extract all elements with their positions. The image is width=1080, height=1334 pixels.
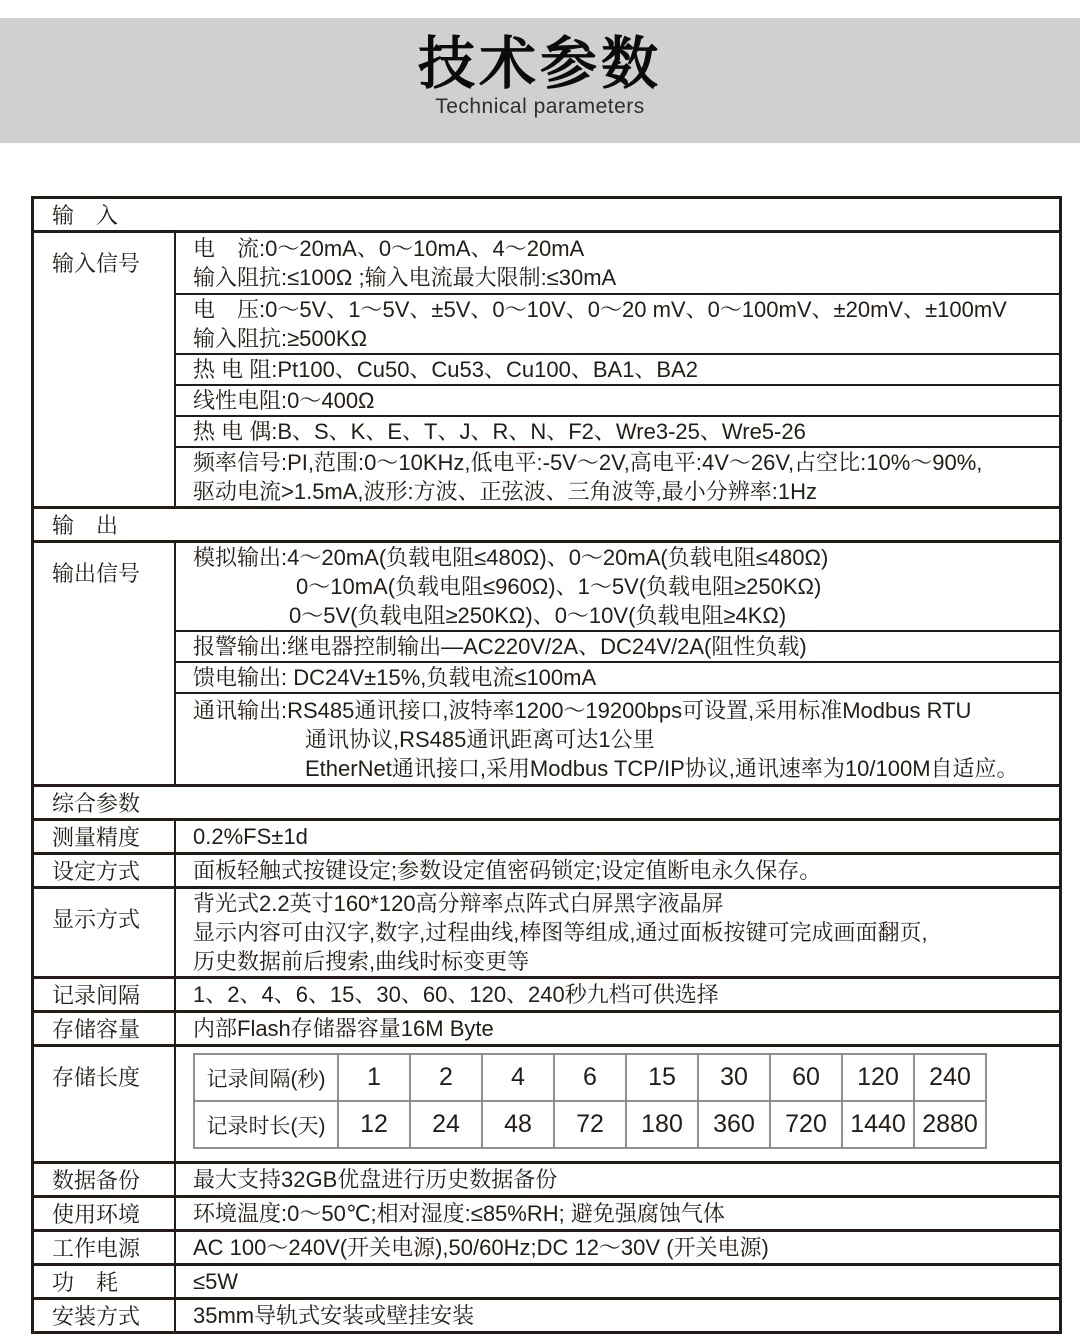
sub-row-alarm-output: [176, 630, 1059, 661]
spec-line: 热 电 阻:Pt100、Cu50、Cu53、Cu100、BA1、BA2: [193, 357, 699, 382]
spec-line: 背光式2.2英寸160*120高分辩率点阵式白屏黑字液晶屏: [193, 891, 724, 916]
row-value-mounting: [174, 1300, 1059, 1331]
spec-line: 通讯协议,RS485通讯距离可达1公里: [305, 726, 655, 752]
row-label-input-signal: 输入信号: [52, 251, 141, 276]
storage-table-cell: 15: [625, 1055, 697, 1100]
row-value-power-consumption: [174, 1266, 1059, 1297]
spec-line: AC 100～240V(开关电源),50/60Hz;DC 12～30V (开关电源): [193, 1235, 769, 1260]
spec-line: 环境温度:0～50℃;相对湿度:≤85%RH; 避免强腐蚀气体: [193, 1201, 725, 1226]
row-label-storage-length: 存储长度: [52, 1065, 141, 1090]
sub-row-frequency: [176, 446, 1059, 506]
row-setting: [34, 852, 1059, 886]
row-label-setting: 设定方式: [52, 859, 141, 884]
spec-line: 驱动电流>1.5mA,波形:方波、正弦波、三角波等,最小分辨率:1Hz: [193, 479, 818, 504]
row-label-power-supply: 工作电源: [52, 1236, 141, 1261]
row-label-environment: 使用环境: [52, 1202, 141, 1227]
spec-line: 频率信号:PI,范围:0～10KHz,低电平:-5V～2V,高电平:4V～26V,占空比:10%～90%,: [193, 450, 983, 475]
storage-table-cell: 1: [337, 1055, 409, 1100]
row-data-backup: [34, 1161, 1059, 1195]
section-title-output: 输 出: [52, 513, 119, 538]
sub-row-current: [176, 233, 1059, 293]
spec-line: 面板轻触式按键设定;参数设定值密码锁定;设定值断电永久保存。: [193, 858, 822, 883]
spec-line: 0.2%FS±1d: [193, 824, 308, 849]
spec-line: 电 流:0～20mA、0～10mA、4～20mA: [193, 236, 585, 261]
storage-table-cell: 2: [409, 1055, 481, 1100]
input-signal-content: [174, 233, 1059, 506]
sub-row-linear-resistance: [176, 384, 1059, 415]
storage-table-cell: 2880: [913, 1100, 985, 1147]
spec-line: 报警输出:继电器控制输出—AC220V/2A、DC24V/2A(阻性负载): [193, 634, 807, 659]
sub-row-voltage: [176, 293, 1059, 353]
row-value-display: [174, 889, 1059, 976]
row-value-environment: [174, 1198, 1059, 1229]
row-output-signal: [34, 540, 1059, 784]
row-value-storage-capacity: [174, 1013, 1059, 1044]
spec-line: EtherNet通讯接口,采用Modbus TCP/IP协议,通讯速率为10/100M自适应。: [305, 755, 1019, 781]
spec-line: 最大支持32GB优盘进行历史数据备份: [193, 1167, 558, 1192]
sub-row-comm-output: [176, 692, 1059, 784]
row-label-mounting: 安装方式: [52, 1304, 141, 1329]
storage-table-header-cell: 记录间隔(秒): [206, 1067, 326, 1091]
spec-line: 热 电 偶:B、S、K、E、T、J、R、N、F2、Wre3-25、Wre5-26: [193, 419, 806, 444]
section-title-general: 综合参数: [52, 791, 141, 816]
storage-table-cell: 72: [553, 1100, 625, 1147]
spec-line: 内部Flash存储器容量16M Byte: [193, 1016, 494, 1041]
sub-row-thermocouple: [176, 415, 1059, 446]
row-power-supply: [34, 1229, 1059, 1263]
storage-length-table: [193, 1053, 987, 1149]
sub-row-analog-output: [176, 543, 1059, 630]
storage-table-cell: 240: [913, 1055, 985, 1100]
section-row-general: [34, 784, 1059, 818]
row-value-setting: [174, 855, 1059, 886]
row-label-output-signal: 输出信号: [52, 561, 141, 586]
storage-table-cell: 120: [841, 1055, 913, 1100]
section-title-input: 输 入: [52, 203, 119, 228]
page-subtitle: Technical parameters: [435, 95, 645, 118]
row-label-storage-capacity: 存储容量: [52, 1017, 141, 1042]
sub-row-rtd: [176, 353, 1059, 384]
row-input-signal: [34, 230, 1059, 506]
row-label-display: 显示方式: [52, 907, 141, 932]
page-title: 技术参数: [418, 32, 662, 96]
row-label-accuracy: 测量精度: [52, 825, 141, 850]
row-display: [34, 886, 1059, 976]
row-value-accuracy: [174, 821, 1059, 852]
title-banner: [0, 18, 1080, 143]
sub-row-feed-output: [176, 661, 1059, 692]
row-power-consumption: [34, 1263, 1059, 1297]
spec-line: 线性电阻:0～400Ω: [193, 388, 375, 413]
section-row-input: [34, 199, 1059, 230]
storage-table-cell: 180: [625, 1100, 697, 1147]
spec-line: 0～10mA(负载电阻≤960Ω)、1～5V(负载电阻≥250KΩ): [296, 574, 822, 599]
storage-table-cell: 48: [481, 1100, 553, 1147]
row-environment: [34, 1195, 1059, 1229]
row-label-data-backup: 数据备份: [52, 1168, 141, 1193]
storage-table-cell: 30: [697, 1055, 769, 1100]
spec-line: 历史数据前后搜索,曲线时标变更等: [193, 949, 530, 974]
row-value-record-interval: [174, 979, 1059, 1010]
spec-line: 0～5V(负载电阻≥250KΩ)、0～10V(负载电阻≥4KΩ): [289, 603, 787, 628]
row-label-record-interval: 记录间隔: [52, 983, 141, 1008]
spec-table: [31, 196, 1062, 1334]
output-signal-content: [174, 543, 1059, 784]
spec-line: 电 压:0～5V、1～5V、±5V、0～10V、0～20 mV、0～100mV、±20mV、±100mV: [193, 297, 1007, 322]
row-record-interval: [34, 976, 1059, 1010]
storage-table-cell: 1440: [841, 1100, 913, 1147]
storage-table-cell: 6: [553, 1055, 625, 1100]
row-accuracy: [34, 818, 1059, 852]
storage-table-cell: 360: [697, 1100, 769, 1147]
spec-line: 模拟输出:4～20mA(负载电阻≤480Ω)、0～20mA(负载电阻≤480Ω): [193, 545, 829, 570]
spec-line: 馈电输出: DC24V±15%,负载电流≤100mA: [193, 665, 597, 690]
storage-table-cell: 720: [769, 1100, 841, 1147]
storage-table-cell: 4: [481, 1055, 553, 1100]
spec-line: 通讯输出:RS485通讯接口,波特率1200～19200bps可设置,采用标准Modbus RTU: [193, 697, 972, 723]
spec-line: ≤5W: [193, 1269, 239, 1294]
storage-table-cell: 24: [409, 1100, 481, 1147]
row-label-power-consumption: 功 耗: [52, 1270, 119, 1295]
spec-line: 35mm导轨式安装或壁挂安装: [193, 1303, 475, 1328]
row-storage-length: [34, 1044, 1059, 1161]
row-mounting: [34, 1297, 1059, 1331]
spec-line: 显示内容可由汉字,数字,过程曲线,棒图等组成,通过面板按键可完成画面翻页,: [193, 920, 928, 945]
storage-table-header-cell: 记录时长(天): [195, 1100, 337, 1147]
spec-line: 1、2、4、6、15、30、60、120、240秒九档可供选择: [193, 982, 719, 1007]
section-row-output: [34, 506, 1059, 540]
storage-length-content: [174, 1047, 1059, 1161]
row-storage-capacity: [34, 1010, 1059, 1044]
storage-table-cell: 12: [337, 1100, 409, 1147]
row-value-power-supply: [174, 1232, 1059, 1263]
spec-line: 输入阻抗:≥500KΩ: [193, 326, 368, 351]
spec-line: 输入阻抗:≤100Ω ;输入电流最大限制:≤30mA: [193, 265, 617, 290]
row-value-data-backup: [174, 1164, 1059, 1195]
storage-table-cell: 60: [769, 1055, 841, 1100]
